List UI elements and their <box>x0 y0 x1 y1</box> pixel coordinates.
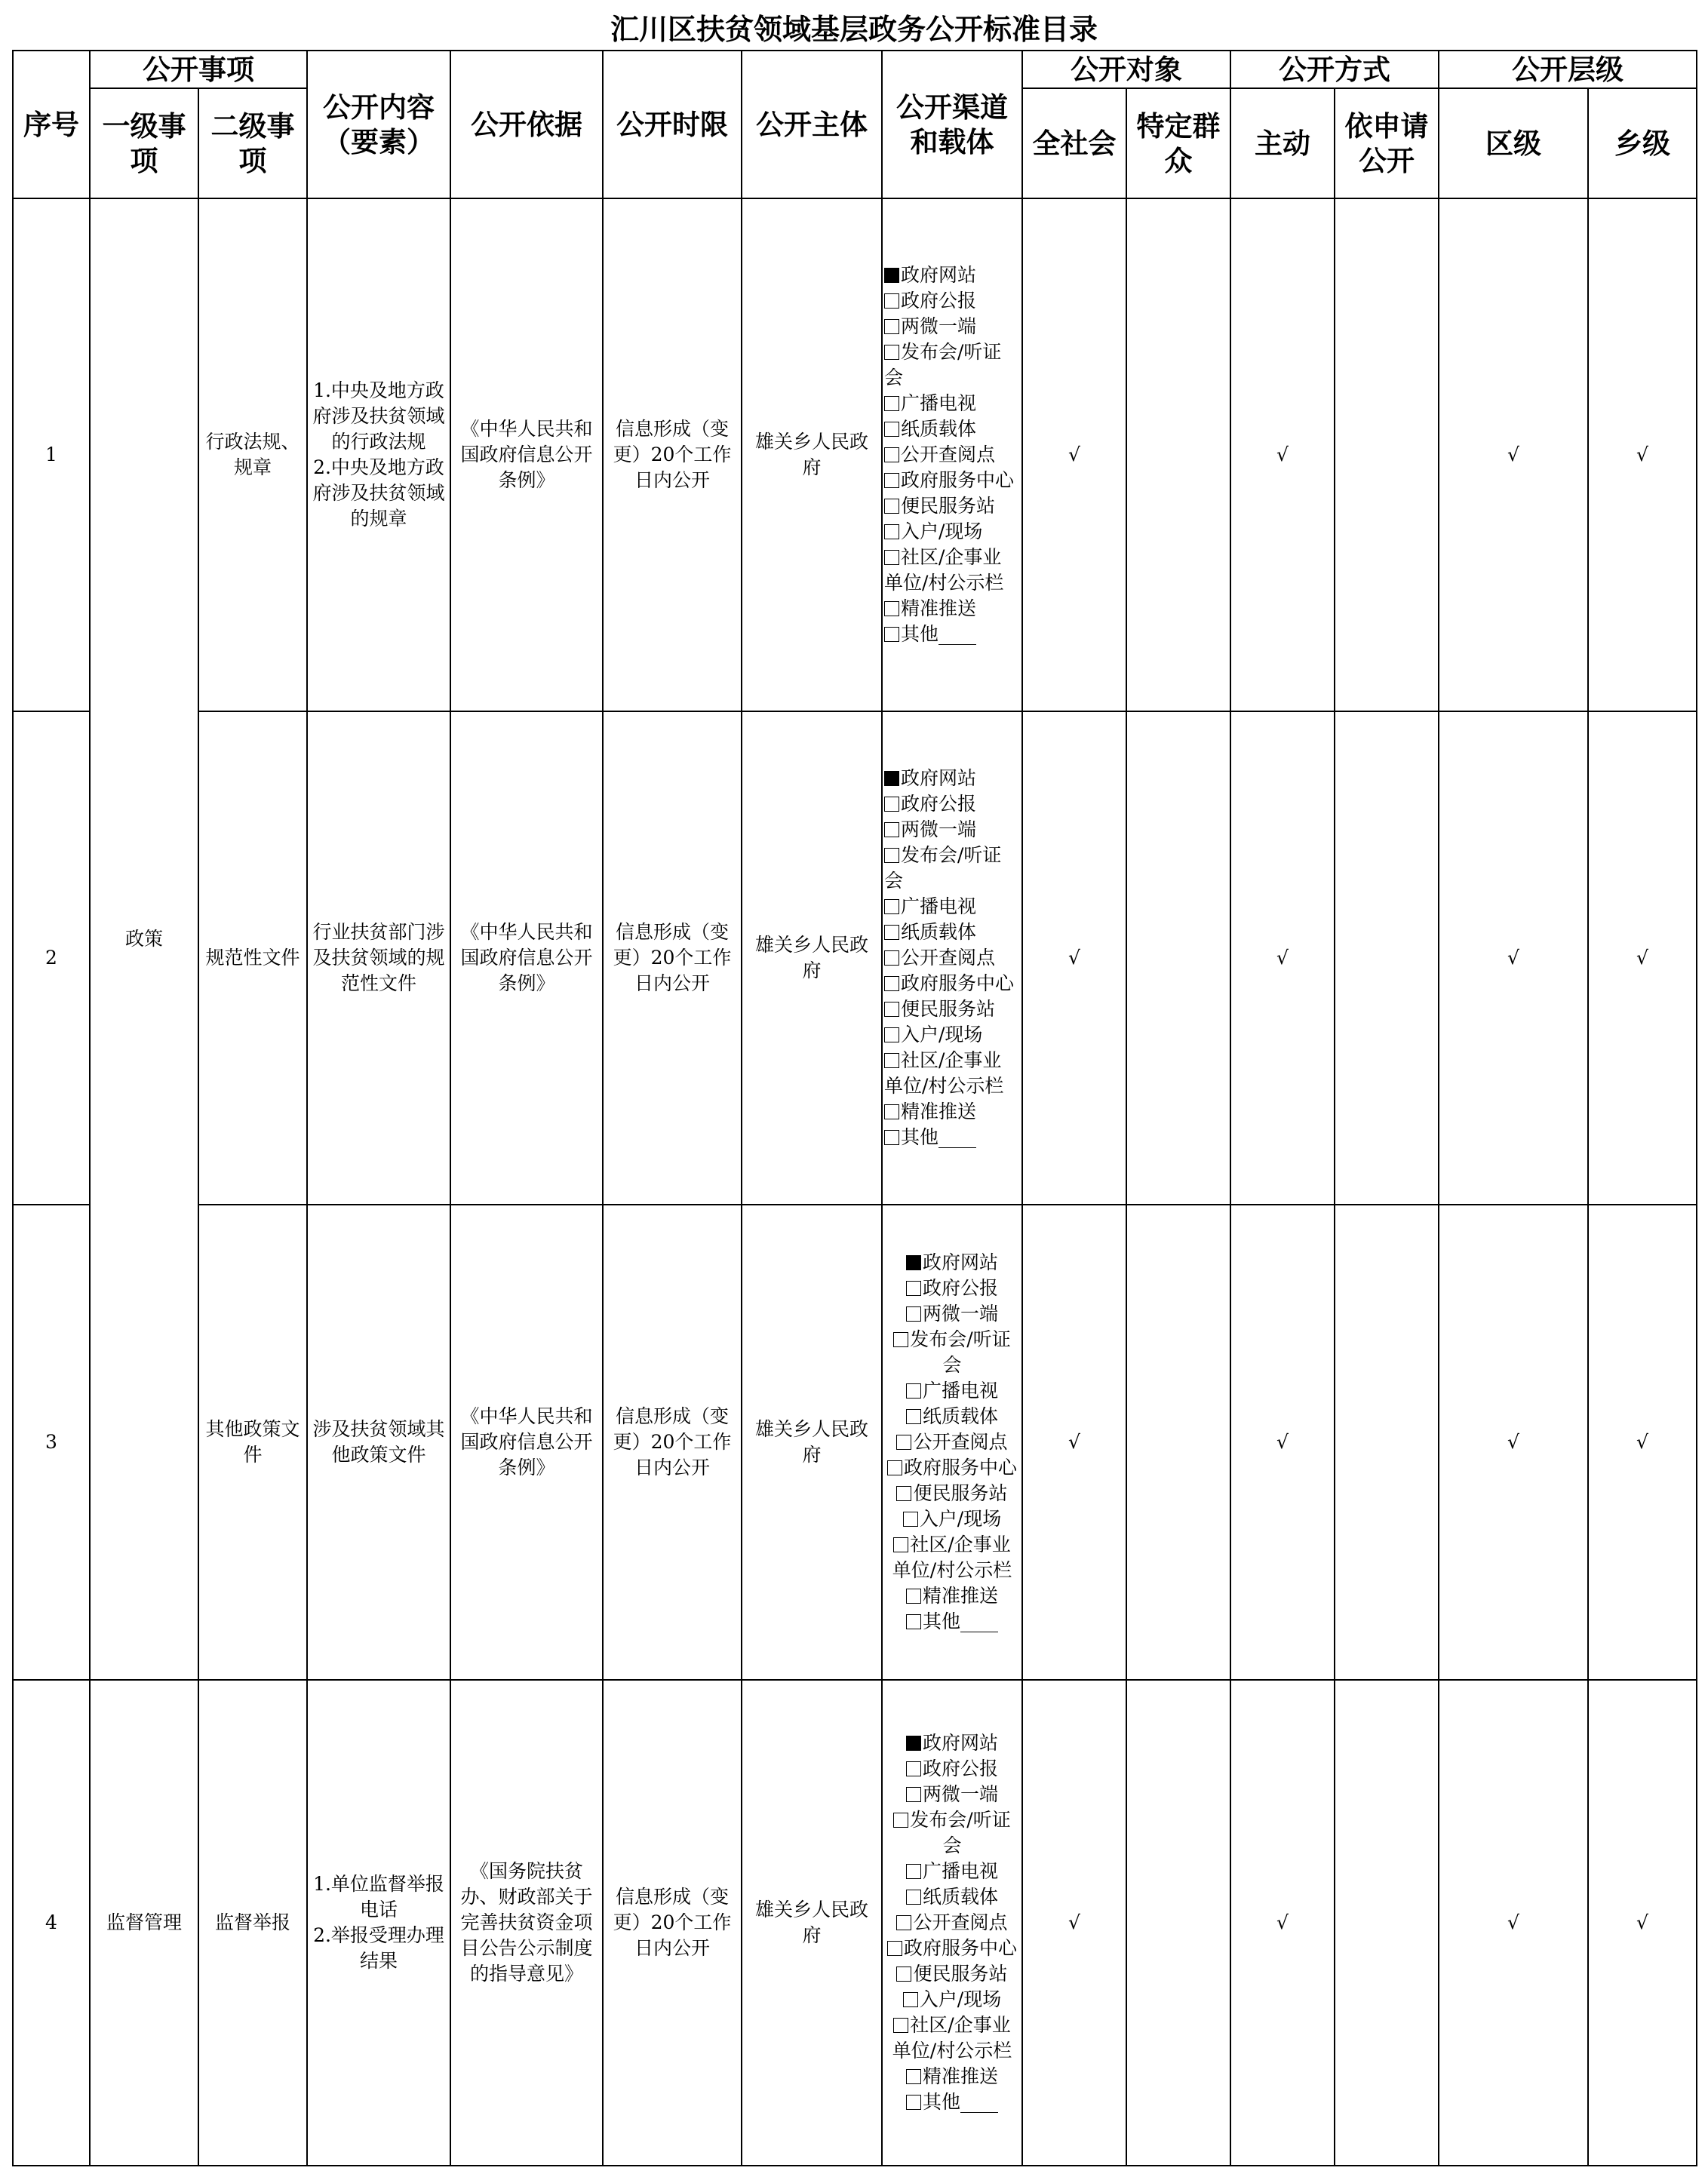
channel-label: 社区/企事业单位/村公示栏 <box>892 2014 1012 2062</box>
unchecked-box-icon <box>906 1383 921 1399</box>
unchecked-box-icon <box>884 447 899 462</box>
channel-label: 纸质载体 <box>922 1886 998 1908</box>
channel-label: 便民服务站 <box>913 1963 1008 1985</box>
channel-item <box>884 468 1020 493</box>
content-cell <box>307 198 450 711</box>
time-limit-cell: 信息形成（变更）20个工作日内公开 <box>603 1680 742 2166</box>
specific-group-cell <box>1126 1205 1230 1680</box>
channel-item <box>884 1756 1020 1782</box>
channel-label: 便民服务站 <box>901 495 996 517</box>
unchecked-box-icon <box>884 601 899 616</box>
active-cell: √ <box>1230 1205 1335 1680</box>
channel-label: 两微一端 <box>901 818 977 840</box>
channel-label: 政府服务中心 <box>901 469 1015 491</box>
content-text: 1.单位监督举报电话 2.举报受理办理结果 <box>313 1873 444 1972</box>
channel-item <box>884 1378 1020 1404</box>
on-request-cell <box>1335 198 1439 711</box>
header-audience-group: 公开对象 <box>1022 51 1230 88</box>
subject-cell: 雄关乡人民政府 <box>742 1680 882 2166</box>
channel-item <box>884 920 1020 945</box>
channel-item <box>884 1276 1020 1301</box>
on-request-cell <box>1335 1205 1439 1680</box>
unchecked-box-icon <box>884 1130 899 1145</box>
channel-label: 政府网站 <box>922 1251 998 1273</box>
channel-item <box>884 622 1020 647</box>
township-cell: √ <box>1588 711 1697 1205</box>
channel-label: 两微一端 <box>922 1303 998 1325</box>
channel-list <box>884 1250 1020 1635</box>
channel-item <box>884 2089 1020 2115</box>
channel-label: 政府网站 <box>901 264 977 286</box>
channel-label: 发布会/听证会 <box>884 341 1002 388</box>
channel-list <box>884 263 1020 647</box>
table-row <box>13 198 1697 711</box>
channel-label: 公开查阅点 <box>913 1911 1008 1933</box>
channel-label: 广播电视 <box>901 895 977 917</box>
channel-label: 政府公报 <box>901 793 977 815</box>
channel-item <box>884 1910 1020 1936</box>
content-cell <box>307 711 450 1205</box>
content-text: 行业扶贫部门涉及扶贫领域的规范性文件 <box>312 921 445 994</box>
all-society-cell: √ <box>1022 711 1126 1205</box>
unchecked-box-icon <box>906 1787 921 1802</box>
unchecked-box-icon <box>903 1512 918 1527</box>
header-township: 乡级 <box>1588 88 1697 198</box>
channel-label: 精准推送 <box>901 1101 977 1122</box>
channel-item <box>884 1455 1020 1481</box>
channel-label: 纸质载体 <box>922 1405 998 1427</box>
channel-label: 精准推送 <box>922 2065 998 2087</box>
channel-item <box>884 442 1020 468</box>
channel-label: 发布会/听证会 <box>884 844 1002 892</box>
unchecked-box-icon <box>896 1435 911 1450</box>
channel-item <box>884 391 1020 416</box>
channel-label: 广播电视 <box>922 1860 998 1882</box>
channel-item <box>884 1250 1020 1276</box>
content-text: 涉及扶贫领域其他政策文件 <box>312 1418 445 1466</box>
channel-label: 政府网站 <box>901 767 977 789</box>
channel-item <box>884 263 1020 288</box>
channel-item <box>884 1807 1020 1859</box>
channel-label: 政府服务中心 <box>903 1937 1017 1959</box>
township-cell: √ <box>1588 1205 1697 1680</box>
channel-item <box>884 2064 1020 2089</box>
channel-label: 政府服务中心 <box>903 1457 1017 1478</box>
township-cell: √ <box>1588 198 1697 711</box>
unchecked-box-icon <box>884 1104 899 1119</box>
unchecked-box-icon <box>884 925 899 940</box>
unchecked-box-icon <box>884 293 899 309</box>
district-cell: √ <box>1439 1680 1588 2166</box>
channel-label: 其他____ <box>922 1610 998 1632</box>
unchecked-box-icon <box>906 1409 921 1424</box>
channel-item <box>884 1125 1020 1150</box>
unchecked-box-icon <box>896 1486 911 1501</box>
channel-label: 社区/企事业单位/村公示栏 <box>884 546 1004 594</box>
checked-box-icon <box>906 1255 921 1270</box>
unchecked-box-icon <box>884 976 899 991</box>
level2-cell: 其他政策文件 <box>198 1205 307 1680</box>
unchecked-box-icon <box>884 1002 899 1017</box>
channel-label: 公开查阅点 <box>901 947 996 969</box>
unchecked-box-icon <box>896 1967 911 1982</box>
unchecked-box-icon <box>884 524 899 539</box>
channel-cell <box>882 1205 1022 1680</box>
channel-label: 广播电视 <box>901 392 977 414</box>
channel-item <box>884 1048 1020 1099</box>
channel-label: 入户/现场 <box>919 1508 1002 1530</box>
level1-cell: 政策 <box>90 198 198 1680</box>
channel-item <box>884 1583 1020 1609</box>
unchecked-box-icon <box>884 950 899 966</box>
unchecked-box-icon <box>893 2018 908 2033</box>
unchecked-box-icon <box>893 1813 908 1828</box>
channel-list <box>884 1730 1020 2115</box>
checked-box-icon <box>884 268 899 283</box>
channel-item <box>884 1884 1020 1910</box>
seq-cell: 1 <box>13 198 90 711</box>
channel-label: 精准推送 <box>901 597 977 619</box>
channel-item <box>884 1327 1020 1378</box>
channel-item <box>884 1481 1020 1506</box>
channel-item <box>884 1961 1020 1987</box>
header-district: 区级 <box>1439 88 1588 198</box>
channel-label: 政府公报 <box>922 1277 998 1299</box>
township-cell: √ <box>1588 1680 1697 2166</box>
seq-cell: 4 <box>13 1680 90 2166</box>
header-basis: 公开依据 <box>450 51 603 198</box>
channel-item <box>884 1859 1020 1884</box>
header-level-group: 公开层级 <box>1439 51 1697 88</box>
basis-cell: 《中华人民共和国政府信息公开条例》 <box>450 198 603 711</box>
channel-item <box>884 945 1020 971</box>
channel-item <box>884 1532 1020 1583</box>
header-active: 主动 <box>1230 88 1335 198</box>
unchecked-box-icon <box>903 1992 918 2007</box>
all-society-cell: √ <box>1022 198 1126 711</box>
district-cell: √ <box>1439 1205 1588 1680</box>
unchecked-box-icon <box>884 627 899 642</box>
channel-item <box>884 1404 1020 1429</box>
unchecked-box-icon <box>906 1306 921 1322</box>
seq-cell: 3 <box>13 1205 90 1680</box>
channel-item <box>884 1730 1020 1756</box>
unchecked-box-icon <box>884 345 899 360</box>
checked-box-icon <box>906 1736 921 1751</box>
unchecked-box-icon <box>884 1027 899 1042</box>
header-content: 公开内容（要素） <box>307 51 450 198</box>
unchecked-box-icon <box>906 1890 921 1905</box>
unchecked-box-icon <box>906 1589 921 1604</box>
time-limit-cell: 信息形成（变更）20个工作日内公开 <box>603 1205 742 1680</box>
all-society-cell: √ <box>1022 1205 1126 1680</box>
seq-cell: 2 <box>13 711 90 1205</box>
channel-list <box>884 766 1020 1150</box>
unchecked-box-icon <box>896 1915 911 1930</box>
channel-item <box>884 1987 1020 2013</box>
channel-item <box>884 519 1020 545</box>
channel-item <box>884 2013 1020 2064</box>
channel-label: 入户/现场 <box>901 520 983 542</box>
unchecked-box-icon <box>884 797 899 812</box>
channel-item <box>884 339 1020 391</box>
specific-group-cell <box>1126 198 1230 711</box>
channel-item <box>884 791 1020 817</box>
table-row <box>13 1205 1697 1680</box>
unchecked-box-icon <box>884 822 899 837</box>
specific-group-cell <box>1126 711 1230 1205</box>
header-channel: 公开渠道和载体 <box>882 51 1022 198</box>
unchecked-box-icon <box>884 473 899 488</box>
channel-cell <box>882 1680 1022 2166</box>
channel-label: 入户/现场 <box>919 1988 1002 2010</box>
channel-cell <box>882 711 1022 1205</box>
content-cell <box>307 1205 450 1680</box>
channel-label: 两微一端 <box>901 315 977 337</box>
header-level1: 一级事项 <box>90 88 198 198</box>
unchecked-box-icon <box>884 848 899 863</box>
unchecked-box-icon <box>893 1332 908 1347</box>
channel-item <box>884 1099 1020 1125</box>
table-row <box>13 1680 1697 2166</box>
subject-cell: 雄关乡人民政府 <box>742 198 882 711</box>
header-method-group: 公开方式 <box>1230 51 1439 88</box>
channel-label: 两微一端 <box>922 1783 998 1805</box>
district-cell: √ <box>1439 711 1588 1205</box>
channel-label: 政府公报 <box>901 290 977 312</box>
channel-item <box>884 1609 1020 1635</box>
channel-item <box>884 1506 1020 1532</box>
channel-item <box>884 416 1020 442</box>
level2-cell: 规范性文件 <box>198 711 307 1205</box>
basis-cell: 《中华人民共和国政府信息公开条例》 <box>450 1205 603 1680</box>
level1-cell: 监督管理 <box>90 1680 198 2166</box>
unchecked-box-icon <box>906 1614 921 1629</box>
unchecked-box-icon <box>884 899 899 914</box>
content-cell <box>307 1680 450 2166</box>
channel-item <box>884 971 1020 996</box>
channel-item <box>884 894 1020 920</box>
unchecked-box-icon <box>906 2095 921 2110</box>
channel-label: 政府服务中心 <box>901 972 1015 994</box>
channel-label: 发布会/听证会 <box>910 1809 1011 1856</box>
specific-group-cell <box>1126 1680 1230 2166</box>
header-specific-group: 特定群众 <box>1126 88 1230 198</box>
on-request-cell <box>1335 711 1439 1205</box>
time-limit-cell: 信息形成（变更）20个工作日内公开 <box>603 198 742 711</box>
unchecked-box-icon <box>884 396 899 411</box>
channel-item <box>884 1429 1020 1455</box>
channel-item <box>884 1301 1020 1327</box>
channel-item <box>884 596 1020 622</box>
active-cell: √ <box>1230 1680 1335 2166</box>
channel-item <box>884 314 1020 339</box>
all-society-cell: √ <box>1022 1680 1126 2166</box>
channel-item <box>884 493 1020 519</box>
header-items-group: 公开事项 <box>90 51 307 88</box>
channel-item <box>884 843 1020 894</box>
unchecked-box-icon <box>884 1053 899 1068</box>
basis-cell: 《国务院扶贫办、财政部关于完善扶贫资金项目公告公示制度的指导意见》 <box>450 1680 603 2166</box>
unchecked-box-icon <box>906 1761 921 1776</box>
checked-box-icon <box>884 771 899 786</box>
district-cell: √ <box>1439 198 1588 711</box>
channel-label: 发布会/听证会 <box>910 1328 1011 1376</box>
basis-cell: 《中华人民共和国政府信息公开条例》 <box>450 711 603 1205</box>
channel-label: 精准推送 <box>922 1585 998 1607</box>
channel-label: 公开查阅点 <box>913 1431 1008 1453</box>
channel-label: 便民服务站 <box>913 1482 1008 1504</box>
channel-item <box>884 288 1020 314</box>
unchecked-box-icon <box>887 1460 902 1475</box>
channel-label: 入户/现场 <box>901 1024 983 1045</box>
channel-item <box>884 996 1020 1022</box>
channel-label: 其他____ <box>901 1126 977 1148</box>
unchecked-box-icon <box>887 1941 902 1956</box>
channel-cell <box>882 198 1022 711</box>
channel-item <box>884 817 1020 843</box>
channel-label: 纸质载体 <box>901 921 977 943</box>
channel-label: 政府公报 <box>922 1758 998 1779</box>
channel-label: 政府网站 <box>922 1732 998 1754</box>
time-limit-cell: 信息形成（变更）20个工作日内公开 <box>603 711 742 1205</box>
channel-item <box>884 1022 1020 1048</box>
active-cell: √ <box>1230 711 1335 1205</box>
channel-label: 社区/企事业单位/村公示栏 <box>892 1534 1012 1581</box>
header-level2: 二级事项 <box>198 88 307 198</box>
table-row <box>13 711 1697 1205</box>
catalog-table <box>12 50 1697 2166</box>
channel-label: 便民服务站 <box>901 998 996 1020</box>
unchecked-box-icon <box>884 550 899 565</box>
channel-label: 广播电视 <box>922 1380 998 1402</box>
header-time-limit: 公开时限 <box>603 51 742 198</box>
channel-item <box>884 545 1020 596</box>
channel-item <box>884 1936 1020 1961</box>
unchecked-box-icon <box>906 2069 921 2084</box>
unchecked-box-icon <box>884 422 899 437</box>
subject-cell: 雄关乡人民政府 <box>742 711 882 1205</box>
channel-label: 公开查阅点 <box>901 444 996 465</box>
header-all-society: 全社会 <box>1022 88 1126 198</box>
active-cell: √ <box>1230 198 1335 711</box>
channel-label: 纸质载体 <box>901 418 977 440</box>
subject-cell: 雄关乡人民政府 <box>742 1205 882 1680</box>
header-seq: 序号 <box>13 51 90 198</box>
header-on-request: 依申请公开 <box>1335 88 1439 198</box>
channel-label: 其他____ <box>901 623 977 645</box>
unchecked-box-icon <box>906 1281 921 1296</box>
channel-item <box>884 1782 1020 1807</box>
channel-label: 社区/企事业单位/村公示栏 <box>884 1049 1004 1097</box>
unchecked-box-icon <box>884 499 899 514</box>
unchecked-box-icon <box>893 1537 908 1552</box>
header-subject: 公开主体 <box>742 51 882 198</box>
content-text: 1.中央及地方政府涉及扶贫领域的行政法规 2.中央及地方政府涉及扶贫领域的规章 <box>312 379 445 530</box>
document-title: 汇川区扶贫领域基层政务公开标准目录 <box>610 12 1098 46</box>
channel-label: 其他____ <box>922 2091 998 2113</box>
channel-item <box>884 766 1020 791</box>
on-request-cell <box>1335 1680 1439 2166</box>
level2-cell: 行政法规、规章 <box>198 198 307 711</box>
unchecked-box-icon <box>884 319 899 334</box>
unchecked-box-icon <box>906 1864 921 1879</box>
level2-cell: 监督举报 <box>198 1680 307 2166</box>
